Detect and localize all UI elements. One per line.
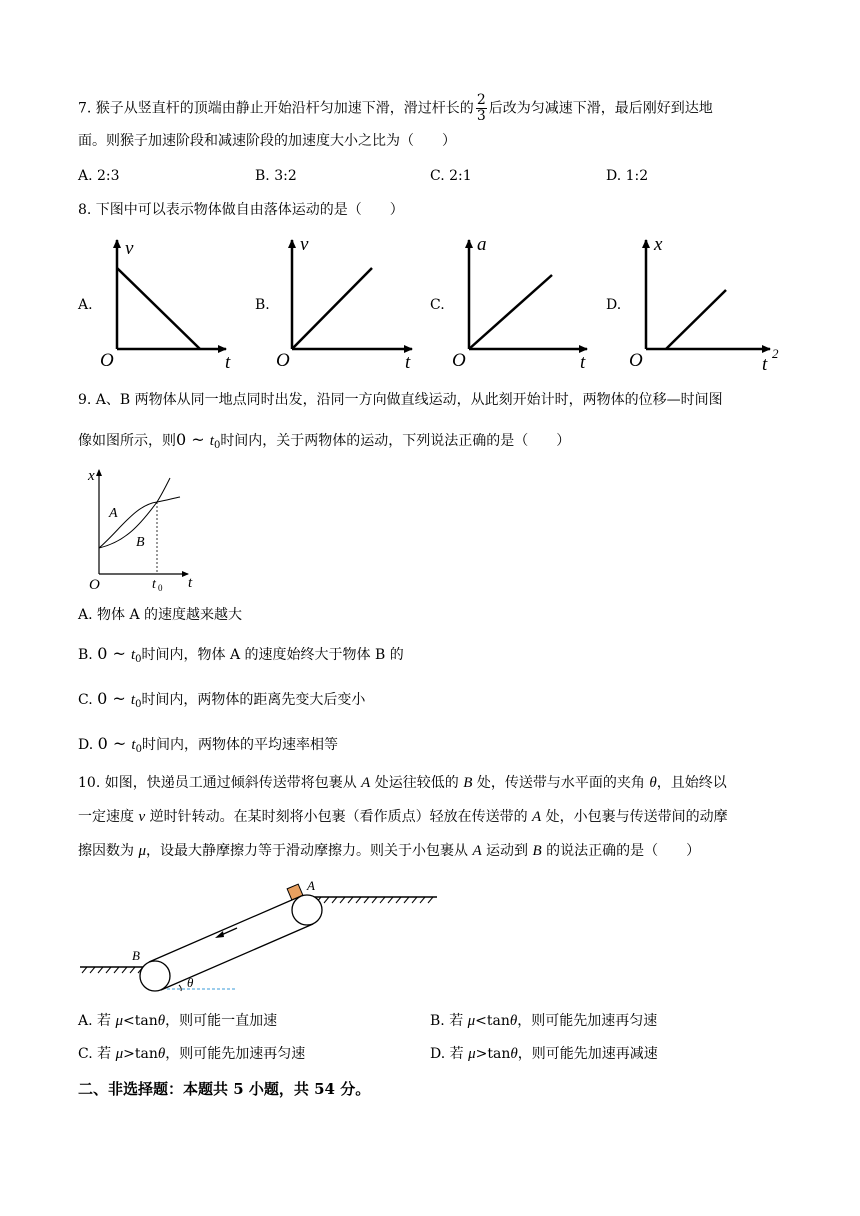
q9-option-d-text: 时间内，两物体的平均速率相等 [141, 737, 338, 753]
graph-a-line [117, 268, 200, 349]
q9-option-c-t: t [130, 692, 136, 708]
graph-b-xlabel: t [405, 352, 411, 373]
frac-numerator: 2 [476, 92, 486, 108]
graph-c-origin: O [452, 350, 466, 371]
q9-graph-origin: O [89, 577, 100, 593]
graph-b-origin: O [276, 350, 290, 371]
q8-graph-b [276, 234, 412, 373]
q7-option-a: A. 2:3 [78, 168, 120, 184]
graph-b-ylabel: v [300, 234, 309, 255]
q10-opt-d-4: ，则可能先加速再减速 [517, 1046, 658, 1062]
graph-a-ylabel: v [125, 238, 134, 259]
q8-graph-a [100, 238, 231, 373]
q10-opt-a-mu: μ [115, 1013, 123, 1029]
q10-line1-b: 处运往较低的 [370, 775, 464, 791]
upper-ground-hatching [316, 897, 433, 903]
lower-ground-hatching [82, 967, 143, 973]
q9-option-d-t: t [131, 737, 136, 753]
q7-option-d: D. 1:2 [606, 168, 649, 184]
q10-line2 [78, 808, 728, 826]
q9-option-d-sub: 0 [135, 744, 142, 755]
graph-a-origin: O [100, 350, 114, 371]
q10-option-d [430, 1045, 658, 1063]
q10-opt-d-theta: θ [510, 1046, 518, 1062]
q10-opt-a-2: <tan [123, 1013, 158, 1029]
upper-roller [292, 895, 322, 925]
q10-line2-a: 一定速度 [78, 809, 139, 825]
graph-d-ylabel: x [654, 234, 663, 255]
theta-label: θ [187, 975, 194, 990]
q9-option-d-range: 0 ~ [97, 734, 132, 753]
q10-opt-d-mu: μ [468, 1046, 476, 1062]
belt-bottom [161, 924, 313, 990]
graph-b-line [292, 268, 372, 349]
q10-opt-b-mu: μ [467, 1013, 476, 1029]
q10-opt-c-0: C. 若 [78, 1046, 116, 1062]
q9-option-b-range: 0 ~ [97, 644, 131, 663]
q10-opt-b-theta: θ [509, 1013, 518, 1029]
q10-opt-c-theta: θ [157, 1046, 166, 1062]
angle-arc [179, 985, 181, 991]
q9-graph-ylabel: x [88, 468, 95, 484]
q10-option-b [430, 1012, 657, 1030]
q10-line1-B: B [463, 775, 473, 791]
q10-line1-theta: θ [649, 775, 657, 791]
q10-line3-d: 的说法正确的是（ ） [541, 843, 701, 859]
q8-stem: 8. 下图中可以表示物体做自由落体运动的是（ ） [78, 202, 404, 218]
q10-option-c [78, 1045, 305, 1063]
q9-option-b-sub: 0 [135, 654, 142, 665]
q9-option-b-prefix: B. [78, 647, 98, 663]
q10-opt-d-0: D. 若 [430, 1046, 469, 1062]
q9-option-b-text: 时间内，物体 A 的速度始终大于物体 B 的 [141, 647, 404, 663]
graph-d-origin: O [629, 350, 643, 371]
frac-denominator: 3 [476, 108, 486, 124]
q10-conveyor-figure [75, 875, 445, 1000]
q10-opt-d-2: >tan [475, 1046, 511, 1062]
q10-line2-A: A [532, 809, 542, 825]
graph-d-line [666, 290, 726, 349]
q10-opt-a-0: A. 若 [78, 1013, 116, 1029]
q9-line2-prefix: 像如图所示，则 [78, 433, 176, 449]
belt-top [149, 896, 301, 962]
q10-line3-b: ，设最大静摩擦力等于滑动摩擦力。则关于小包裹从 [145, 843, 473, 859]
q7-text-part1: 7. 猴子从竖直杆的顶端由静止开始沿杆匀加速下滑，滑过杆长的 [78, 100, 474, 117]
q10-line2-b: 逆时针转动。在某时刻将小包裹（看作质点）轻放在传送带的 [145, 809, 533, 825]
q10-opt-b-2: <tan [475, 1013, 510, 1029]
q10-line3 [78, 842, 700, 860]
q10-line1-d: ，且始终以 [656, 775, 727, 791]
lower-roller [140, 961, 170, 991]
point-b-label: B [132, 948, 140, 963]
q9-option-b-t: t [130, 647, 136, 663]
q10-opt-a-theta: θ [157, 1013, 166, 1029]
q8-option-d-label: D. [606, 297, 622, 313]
q9-curve-a-label: A [109, 506, 118, 521]
q9-option-c-sub: 0 [135, 699, 142, 710]
q10-option-a [78, 1012, 277, 1030]
q8-graph-c [452, 234, 587, 373]
section-2-heading: 二、非选择题：本题共 5 小题，共 54 分。 [78, 1080, 371, 1098]
q7-option-c: C. 2:1 [430, 168, 472, 184]
q8-graphs [0, 0, 860, 380]
q9-graph-xlabel: t [188, 575, 193, 591]
q8-graph-d [629, 234, 779, 375]
q10-line1-c: 处，传送带与水平面的夹角 [472, 775, 650, 791]
q9-xt-graph [80, 460, 220, 595]
q10-opt-b-4: ，则可能先加速再匀速 [517, 1013, 658, 1029]
q10-line1-A: A [361, 775, 371, 791]
q10-opt-c-2: >tan [123, 1046, 158, 1062]
q9-line1: 9. A、B 两物体从同一地点同时出发，沿同一方向做直线运动，从此刻开始计时，两物体的位移—时间图 [78, 392, 723, 408]
q10-line3-a: 擦因数为 [78, 843, 139, 859]
q10-line3-mu: μ [138, 843, 146, 859]
q9-tick-t0-subscript: 0 [158, 583, 163, 593]
q8-option-a-label: A. [78, 297, 93, 313]
q9-option-b [78, 645, 404, 669]
q7-option-b: B. 3:2 [255, 168, 297, 184]
q9-t-subscript: 0 [213, 440, 221, 451]
graph-c-line [469, 275, 552, 349]
graph-c-ylabel: a [477, 234, 487, 255]
q10-line3-B: B [532, 843, 542, 859]
q10-line1-a: 10. 如图，快递员工通过倾斜传送带将包裹从 [78, 775, 362, 791]
q9-option-c [78, 690, 365, 714]
q9-option-a: A. 物体 A 的速度越来越大 [78, 607, 243, 623]
graph-d-xsup: 2 [772, 346, 779, 361]
q9-line2-suffix: 时间内，关于两物体的运动，下列说法正确的是（ ） [220, 433, 571, 449]
q9-t-symbol: t [209, 433, 214, 449]
q9-line2 [78, 431, 570, 455]
graph-d-xlabel: t [762, 354, 768, 375]
graph-c-xlabel: t [580, 352, 586, 373]
q9-option-d-prefix: D. [78, 737, 98, 753]
q9-option-d [78, 735, 338, 759]
q10-line2-c: 处，小包裹与传送带间的动摩 [541, 809, 728, 825]
q9-curve-b-label: B [136, 535, 145, 550]
q8-option-b-label: B. [255, 297, 270, 313]
q10-line1 [78, 774, 727, 792]
q10-line3-A: A [472, 843, 482, 859]
q9-range-start: 0 ~ [176, 430, 210, 449]
q9-tick-t0: t [152, 577, 156, 592]
q8-option-c-label: C. [430, 297, 445, 313]
q10-opt-c-mu: μ [115, 1046, 124, 1062]
q7-text-part2: 后改为匀减速下滑，最后刚好到达地 [488, 100, 713, 117]
graph-a-xlabel: t [225, 352, 231, 373]
q9-option-c-range: 0 ~ [97, 689, 131, 708]
q10-opt-b-0: B. 若 [430, 1013, 468, 1029]
q9-option-c-text: 时间内，两物体的距离先变大后变小 [141, 692, 366, 708]
q10-line2-v: v [138, 809, 146, 825]
q10-opt-a-4: ，则可能一直加速 [165, 1013, 278, 1029]
q10-line3-c: 运动到 [481, 843, 533, 859]
q7-line2: 面。则猴子加速阶段和减速阶段的加速度大小之比为（ ） [78, 133, 456, 149]
q10-opt-c-4: ，则可能先加速再匀速 [165, 1046, 306, 1062]
q9-option-c-prefix: C. [78, 692, 98, 708]
point-a-label: A [307, 878, 315, 893]
